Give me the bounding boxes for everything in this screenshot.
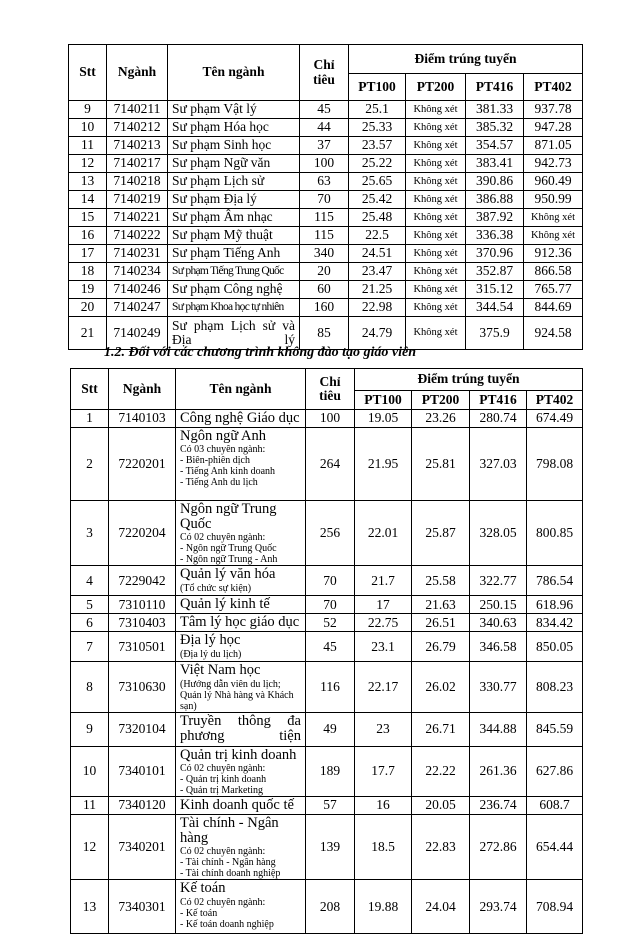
cell-code: 7340301 [109, 880, 176, 934]
cell-pt100: 16 [355, 796, 412, 814]
cell-pt100: 25.22 [349, 155, 406, 173]
header-quota: Chỉ tiêu [306, 369, 355, 410]
cell-stt: 12 [71, 814, 109, 879]
cell-pt416: 330.77 [470, 662, 527, 712]
cell-quota: 85 [300, 317, 349, 350]
cell-pt100: 25.48 [349, 209, 406, 227]
cell-pt200: 26.79 [412, 632, 470, 662]
cell-quota: 208 [306, 880, 355, 934]
cell-pt100: 17.7 [355, 746, 412, 796]
cell-pt200: 26.51 [412, 614, 470, 632]
cell-pt416: 386.88 [466, 191, 524, 209]
cell-pt416: 390.86 [466, 173, 524, 191]
cell-pt402: 708.94 [527, 880, 583, 934]
table-row [71, 410, 583, 428]
cell-pt402: 850.05 [527, 632, 583, 662]
cell-pt200: 26.02 [412, 662, 470, 712]
table-row [71, 712, 583, 746]
cell-quota: 60 [300, 281, 349, 299]
cell-pt402: 845.59 [527, 712, 583, 746]
cell-name: Sư phạm Lịch sử [168, 173, 300, 191]
cell-pt416: 344.54 [466, 299, 524, 317]
cell-stt: 13 [69, 173, 107, 191]
table-row [69, 137, 583, 155]
table-row [71, 566, 583, 596]
cell-pt200: 22.22 [412, 746, 470, 796]
header-pt100: PT100 [355, 391, 412, 410]
cell-pt200: 23.26 [412, 410, 470, 428]
cell-quota: 189 [306, 746, 355, 796]
cell-pt100: 22.5 [349, 227, 406, 245]
cell-pt200: 21.63 [412, 596, 470, 614]
cell-pt402: 800.85 [527, 501, 583, 566]
cell-code: 7140212 [107, 119, 168, 137]
cell-pt416: 340.63 [470, 614, 527, 632]
cell-code: 7340201 [109, 814, 176, 879]
table-row [71, 614, 583, 632]
header-pt416: PT416 [466, 74, 524, 101]
cell-name: Sư phạm Tiếng Anh [168, 245, 300, 263]
cell-pt416: 261.36 [470, 746, 527, 796]
cell-stt: 11 [69, 137, 107, 155]
table-row [69, 281, 583, 299]
table-row [69, 119, 583, 137]
cell-quota: 70 [300, 191, 349, 209]
cell-pt200: Không xét [406, 101, 466, 119]
cell-pt200: 20.05 [412, 796, 470, 814]
cell-pt402: 786.54 [527, 566, 583, 596]
cell-pt200: Không xét [406, 263, 466, 281]
cell-code: 7140213 [107, 137, 168, 155]
program-name: Tâm lý học giáo dục [180, 614, 300, 631]
cell-quota: 63 [300, 173, 349, 191]
cell-pt416: 383.41 [466, 155, 524, 173]
cell-name: Sư phạm Sinh học [168, 137, 300, 155]
program-name: Công nghệ Giáo dục [180, 410, 300, 426]
cell-quota: 70 [306, 566, 355, 596]
table-row [71, 796, 583, 814]
header-score-group: Điểm trúng tuyển [349, 45, 583, 74]
program-specializations: Có 02 chuyên ngành: - Ngôn ngữ Trung Quốc - Ngôn ngữ Trung - Anh [180, 532, 278, 566]
header-pt402: PT402 [527, 391, 583, 410]
cell-stt: 10 [71, 746, 109, 796]
cell-quota: 340 [300, 245, 349, 263]
header-pt402: PT402 [524, 74, 583, 101]
cell-pt402: Không xét [524, 227, 583, 245]
cell-pt416: 344.88 [470, 712, 527, 746]
cell-pt100: 25.33 [349, 119, 406, 137]
cell-pt100: 21.95 [355, 428, 412, 501]
cell-code: 7140211 [107, 101, 168, 119]
table-row [69, 101, 583, 119]
cell-pt402: 618.96 [527, 596, 583, 614]
cell-stt: 3 [71, 501, 109, 566]
cell-stt: 13 [71, 880, 109, 934]
cell-quota: 160 [300, 299, 349, 317]
program-specializations: (Địa lý du lịch) [180, 648, 242, 660]
cell-pt100: 23 [355, 712, 412, 746]
cell-pt402: 674.49 [527, 410, 583, 428]
cell-quota: 52 [306, 614, 355, 632]
cell-pt100: 21.25 [349, 281, 406, 299]
cell-pt100: 23.47 [349, 263, 406, 281]
table2-body [71, 410, 583, 934]
cell-pt416: 387.92 [466, 209, 524, 227]
cell-pt200: 24.04 [412, 880, 470, 934]
cell-code: 7140103 [109, 410, 176, 428]
cell-pt416: 328.05 [470, 501, 527, 566]
cell-pt100: 22.98 [349, 299, 406, 317]
header-pt200: PT200 [412, 391, 470, 410]
cell-pt100: 17 [355, 596, 412, 614]
cell-stt: 1 [71, 410, 109, 428]
cell-code: 7140249 [107, 317, 168, 350]
cell-code: 7310403 [109, 614, 176, 632]
cell-name-group [176, 596, 306, 614]
cell-code: 7140219 [107, 191, 168, 209]
cell-quota: 264 [306, 428, 355, 501]
cell-stt: 2 [71, 428, 109, 501]
cell-stt: 17 [69, 245, 107, 263]
table-row [69, 155, 583, 173]
program-name: Ngôn ngữ Anh [180, 428, 267, 444]
cell-pt416: 375.9 [466, 317, 524, 350]
cell-stt: 16 [69, 227, 107, 245]
cell-quota: 116 [306, 662, 355, 712]
cell-pt100: 21.7 [355, 566, 412, 596]
cell-pt200: Không xét [406, 227, 466, 245]
cell-stt: 11 [71, 796, 109, 814]
cell-pt416: 272.86 [470, 814, 527, 879]
cell-name: Sư phạm Vật lý [168, 101, 300, 119]
cell-code: 7340101 [109, 746, 176, 796]
cell-stt: 10 [69, 119, 107, 137]
program-name: Việt Nam học [180, 662, 261, 679]
section-heading: 1.2. Đối với các chương trình không đào tạo giáo viên [104, 345, 416, 360]
header-stt: Stt [71, 369, 109, 410]
cell-pt100: 22.75 [355, 614, 412, 632]
header-code: Ngành [109, 369, 176, 410]
cell-pt416: 236.74 [470, 796, 527, 814]
cell-quota: 256 [306, 501, 355, 566]
table-row [69, 191, 583, 209]
cell-pt200: Không xét [406, 317, 466, 350]
table-row [69, 209, 583, 227]
cell-pt100: 19.05 [355, 410, 412, 428]
header-quota: Chỉ tiêu [300, 45, 349, 101]
cell-pt402: 834.42 [527, 614, 583, 632]
cell-pt200: Không xét [406, 245, 466, 263]
header-pt416: PT416 [470, 391, 527, 410]
table-row [71, 632, 583, 662]
table1-body [69, 101, 583, 350]
cell-pt200: 25.87 [412, 501, 470, 566]
cell-code: 7140234 [107, 263, 168, 281]
cell-name: Sư phạm Khoa học tự nhiên [168, 299, 300, 317]
cell-pt416: 381.33 [466, 101, 524, 119]
cell-code: 7340120 [109, 796, 176, 814]
cell-quota: 44 [300, 119, 349, 137]
cell-quota: 115 [300, 227, 349, 245]
program-specializations: (Hướng dẫn viên du lịch; Quản lý Nhà hàng và Khách sạn) [180, 678, 294, 712]
cell-pt200: Không xét [406, 137, 466, 155]
cell-pt402: 765.77 [524, 281, 583, 299]
cell-code: 7220204 [109, 501, 176, 566]
program-specializations: Có 02 chuyên ngành: - Quản trị kinh doanh - Quản trị Marketing [180, 762, 267, 796]
program-name: Kế toán [180, 880, 226, 897]
cell-pt402: 866.58 [524, 263, 583, 281]
program-specializations: Có 02 chuyên ngành: - Tài chính - Ngân hàng - Tài chính doanh nghiệp [180, 846, 281, 880]
cell-pt100: 18.5 [355, 814, 412, 879]
cell-pt402: 947.28 [524, 119, 583, 137]
admission-table-teacher-programs [68, 44, 583, 350]
cell-stt: 21 [69, 317, 107, 350]
cell-name: Sư phạm Lịch sử và Địa lý [168, 317, 300, 350]
table-row [71, 501, 583, 566]
cell-stt: 8 [71, 662, 109, 712]
cell-code: 7140221 [107, 209, 168, 227]
cell-pt200: Không xét [406, 119, 466, 137]
cell-pt402: 942.73 [524, 155, 583, 173]
cell-stt: 14 [69, 191, 107, 209]
cell-quota: 45 [306, 632, 355, 662]
cell-pt416: 315.12 [466, 281, 524, 299]
program-name: Quản trị kinh doanh [180, 746, 297, 763]
cell-code: 7320104 [109, 712, 176, 746]
cell-code: 7140231 [107, 245, 168, 263]
cell-code: 7140222 [107, 227, 168, 245]
cell-pt200: Không xét [406, 299, 466, 317]
cell-name-group [176, 632, 306, 662]
program-specializations: Có 03 chuyên ngành: - Biên-phiên dịch - Tiếng Anh kinh doanh - Tiếng Anh du lịch [180, 444, 276, 489]
cell-name-group [176, 662, 306, 712]
cell-code: 7140247 [107, 299, 168, 317]
cell-pt402: 844.69 [524, 299, 583, 317]
cell-pt416: 354.57 [466, 137, 524, 155]
cell-pt416: 370.96 [466, 245, 524, 263]
cell-pt200: 25.81 [412, 428, 470, 501]
table-row [69, 263, 583, 281]
cell-name: Sư phạm Tiếng Trung Quốc [168, 263, 300, 281]
cell-pt416: 250.15 [470, 596, 527, 614]
header-stt: Stt [69, 45, 107, 101]
cell-name: Sư phạm Công nghệ [168, 281, 300, 299]
cell-name-group [176, 501, 306, 566]
program-specializations: (Tổ chức sự kiện) [180, 582, 252, 594]
cell-stt: 9 [69, 101, 107, 119]
cell-stt: 5 [71, 596, 109, 614]
cell-pt200: Không xét [406, 209, 466, 227]
cell-pt200: Không xét [406, 155, 466, 173]
cell-stt: 4 [71, 566, 109, 596]
cell-pt100: 23.57 [349, 137, 406, 155]
cell-pt100: 25.42 [349, 191, 406, 209]
table-row [69, 173, 583, 191]
cell-pt100: 19.88 [355, 880, 412, 934]
cell-pt402: 798.08 [527, 428, 583, 501]
table-row [71, 662, 583, 712]
cell-pt402: 871.05 [524, 137, 583, 155]
cell-pt100: 24.51 [349, 245, 406, 263]
cell-quota: 139 [306, 814, 355, 879]
cell-quota: 45 [300, 101, 349, 119]
cell-code: 7140246 [107, 281, 168, 299]
cell-code: 7310630 [109, 662, 176, 712]
cell-code: 7310110 [109, 596, 176, 614]
cell-pt200: Không xét [406, 173, 466, 191]
cell-pt402: 924.58 [524, 317, 583, 350]
cell-pt200: 22.83 [412, 814, 470, 879]
cell-name: Sư phạm Âm nhạc [168, 209, 300, 227]
cell-stt: 9 [71, 712, 109, 746]
cell-name-group [176, 796, 306, 814]
cell-pt200: 26.71 [412, 712, 470, 746]
cell-stt: 20 [69, 299, 107, 317]
cell-code: 7140217 [107, 155, 168, 173]
cell-pt416: 352.87 [466, 263, 524, 281]
program-name: Truyền thông đa phương tiện [180, 712, 301, 744]
program-name: Quản lý văn hóa [180, 566, 276, 583]
cell-pt416: 293.74 [470, 880, 527, 934]
cell-pt100: 22.17 [355, 662, 412, 712]
table-row [69, 245, 583, 263]
header-name: Tên ngành [168, 45, 300, 101]
cell-pt402: 950.99 [524, 191, 583, 209]
cell-stt: 6 [71, 614, 109, 632]
cell-stt: 18 [69, 263, 107, 281]
cell-pt402: Không xét [524, 209, 583, 227]
table-row [71, 596, 583, 614]
cell-stt: 15 [69, 209, 107, 227]
cell-name-group [176, 712, 306, 746]
cell-pt416: 385.32 [466, 119, 524, 137]
cell-stt: 19 [69, 281, 107, 299]
cell-pt416: 336.38 [466, 227, 524, 245]
program-name: Ngôn ngữ Trung Quốc [180, 501, 277, 533]
cell-code: 7140218 [107, 173, 168, 191]
cell-pt402: 808.23 [527, 662, 583, 712]
cell-pt100: 24.79 [349, 317, 406, 350]
header-score-group: Điểm trúng tuyển [355, 369, 583, 391]
cell-code: 7229042 [109, 566, 176, 596]
cell-pt402: 912.36 [524, 245, 583, 263]
cell-name: Sư phạm Ngữ văn [168, 155, 300, 173]
cell-pt416: 346.58 [470, 632, 527, 662]
header-code: Ngành [107, 45, 168, 101]
cell-pt402: 937.78 [524, 101, 583, 119]
table-row [71, 814, 583, 879]
cell-pt100: 25.65 [349, 173, 406, 191]
cell-name-group [176, 814, 306, 879]
program-name: Kinh doanh quốc tế [180, 796, 294, 813]
admission-table-non-teacher-programs [70, 368, 583, 934]
cell-pt402: 608.7 [527, 796, 583, 814]
cell-name-group [176, 566, 306, 596]
cell-pt402: 960.49 [524, 173, 583, 191]
cell-name-group [176, 880, 306, 934]
header-pt100: PT100 [349, 74, 406, 101]
cell-name: Sư phạm Hóa học [168, 119, 300, 137]
header-pt200: PT200 [406, 74, 466, 101]
cell-quota: 100 [306, 410, 355, 428]
cell-pt416: 322.77 [470, 566, 527, 596]
program-name: Quản lý kinh tế [180, 596, 270, 613]
cell-quota: 49 [306, 712, 355, 746]
program-name: Tài chính - Ngân hàng [180, 814, 279, 847]
cell-name-group [176, 614, 306, 632]
table-row [69, 227, 583, 245]
cell-pt200: 25.58 [412, 566, 470, 596]
cell-pt100: 23.1 [355, 632, 412, 662]
program-name: Địa lý học [180, 632, 241, 649]
cell-name: Sư phạm Địa lý [168, 191, 300, 209]
cell-name-group [176, 746, 306, 796]
program-specializations: Có 02 chuyên ngành: - Kế toán - Kế toán doanh nghiệp [180, 896, 274, 930]
cell-quota: 100 [300, 155, 349, 173]
cell-quota: 115 [300, 209, 349, 227]
table-row [69, 299, 583, 317]
cell-pt200: Không xét [406, 191, 466, 209]
cell-pt100: 22.01 [355, 501, 412, 566]
table-row [71, 746, 583, 796]
cell-pt402: 627.86 [527, 746, 583, 796]
cell-name-group [176, 428, 306, 501]
table-row [71, 880, 583, 934]
cell-pt402: 654.44 [527, 814, 583, 879]
cell-code: 7220201 [109, 428, 176, 501]
cell-name: Sư phạm Mỹ thuật [168, 227, 300, 245]
cell-pt416: 280.74 [470, 410, 527, 428]
cell-quota: 70 [306, 596, 355, 614]
cell-pt416: 327.03 [470, 428, 527, 501]
header-name: Tên ngành [176, 369, 306, 410]
cell-pt200: Không xét [406, 281, 466, 299]
cell-stt: 12 [69, 155, 107, 173]
cell-code: 7310501 [109, 632, 176, 662]
cell-quota: 20 [300, 263, 349, 281]
cell-quota: 57 [306, 796, 355, 814]
cell-stt: 7 [71, 632, 109, 662]
cell-name-group [176, 410, 306, 428]
cell-pt100: 25.1 [349, 101, 406, 119]
cell-quota: 37 [300, 137, 349, 155]
table-row [71, 428, 583, 501]
